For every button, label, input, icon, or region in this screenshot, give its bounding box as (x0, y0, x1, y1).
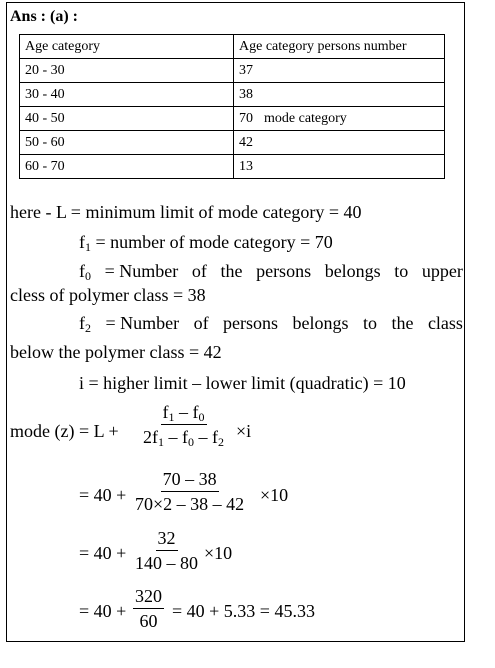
term: – f (194, 427, 218, 447)
subscript: 0 (198, 410, 205, 424)
subscript: 1 (168, 410, 175, 424)
age-range-cell: 60 - 70 (20, 155, 234, 179)
step-3-fraction (133, 586, 164, 631)
count-value: 42 (239, 134, 253, 150)
column-header: Age category persons number (234, 35, 445, 59)
count-value: 38 (239, 86, 253, 102)
word: = Number (104, 261, 179, 281)
definition-f2-continued: below the polymer class = 42 (10, 342, 222, 362)
count-cell (234, 155, 445, 179)
subscript: 2 (85, 321, 91, 335)
word: belongs (292, 313, 349, 333)
subscript: 0 (188, 435, 194, 449)
symbol (79, 313, 91, 333)
count-cell (234, 131, 445, 155)
step-2-fraction (133, 528, 200, 573)
age-range-cell: 50 - 60 (20, 131, 234, 155)
mode-formula-lhs: mode (z) = L + (10, 421, 119, 441)
age-range-cell: 30 - 40 (20, 83, 234, 107)
step-3-rhs: = 40 + 5.33 = 45.33 (172, 601, 315, 621)
count-value: 13 (239, 158, 253, 174)
word: the (220, 261, 243, 281)
definition-f1 (79, 232, 333, 252)
word: upper (421, 261, 463, 281)
subscript: 1 (158, 435, 164, 449)
subscript: 2 (218, 435, 224, 449)
definition-L: here - L = minimum limit of mode category = 40 (10, 202, 362, 222)
symbol-letter: f (79, 261, 85, 281)
age-range-cell: 20 - 30 (20, 59, 234, 83)
mode-formula-fraction (141, 402, 226, 447)
definition-f0 (79, 261, 463, 281)
term: – f (164, 427, 188, 447)
count-cell (234, 83, 445, 107)
term: – f (174, 402, 199, 422)
word: persons (256, 261, 312, 281)
word: persons (223, 313, 279, 333)
step-1-fraction (133, 469, 246, 514)
table-row (20, 131, 445, 155)
column-header: Age category (20, 35, 234, 59)
table-header-row (20, 35, 445, 59)
word: to (394, 261, 409, 281)
symbol-letter: f (79, 313, 85, 333)
fraction-denominator (141, 425, 226, 447)
count-value: 37 (239, 62, 253, 78)
definition-i: i = higher limit – lower limit (quadratic) = 10 (79, 373, 406, 393)
step-1-rhs: ×10 (260, 485, 289, 505)
count-cell (234, 59, 445, 83)
step-2-rhs: ×10 (204, 543, 233, 563)
word: = Number (105, 313, 180, 333)
term: f (162, 402, 169, 422)
subscript: 0 (85, 269, 91, 283)
symbol: f (79, 232, 85, 252)
term: 2f (143, 427, 158, 447)
fraction-denominator: 140 – 80 (135, 553, 198, 573)
word: of (193, 313, 209, 333)
fraction-denominator: 70×2 – 38 – 42 (135, 494, 245, 514)
subscript: 1 (85, 240, 91, 254)
word: of (191, 261, 207, 281)
mode-formula-rhs: ×i (236, 421, 252, 441)
definition-text: = number of mode category = 70 (91, 232, 333, 252)
step-2-lhs: = 40 + (79, 543, 127, 563)
word: to (362, 313, 377, 333)
step-1-lhs: = 40 + (79, 485, 127, 505)
fraction-numerator: 320 (133, 586, 164, 609)
step-3-lhs: = 40 + (79, 601, 127, 621)
table-row (20, 83, 445, 107)
table-row (20, 59, 445, 83)
word: class (427, 313, 463, 333)
table-row (20, 107, 445, 131)
count-value: 70 (239, 110, 253, 126)
fraction-denominator: 60 (139, 611, 158, 631)
definition-f2 (79, 313, 463, 333)
mode-category-note: mode category (264, 110, 347, 126)
fraction-numerator: 70 – 38 (161, 469, 219, 492)
count-cell (234, 107, 445, 131)
word: belongs (324, 261, 381, 281)
fraction-numerator (161, 402, 207, 425)
age-category-table (19, 34, 445, 179)
age-range-cell: 40 - 50 (20, 107, 234, 131)
symbol (79, 261, 91, 281)
fraction-numerator: 32 (156, 528, 178, 551)
table-row (20, 155, 445, 179)
word: the (391, 313, 414, 333)
definition-f0-continued: cless of polymer class = 38 (10, 285, 206, 305)
answer-heading: Ans : (a) : (10, 8, 78, 25)
